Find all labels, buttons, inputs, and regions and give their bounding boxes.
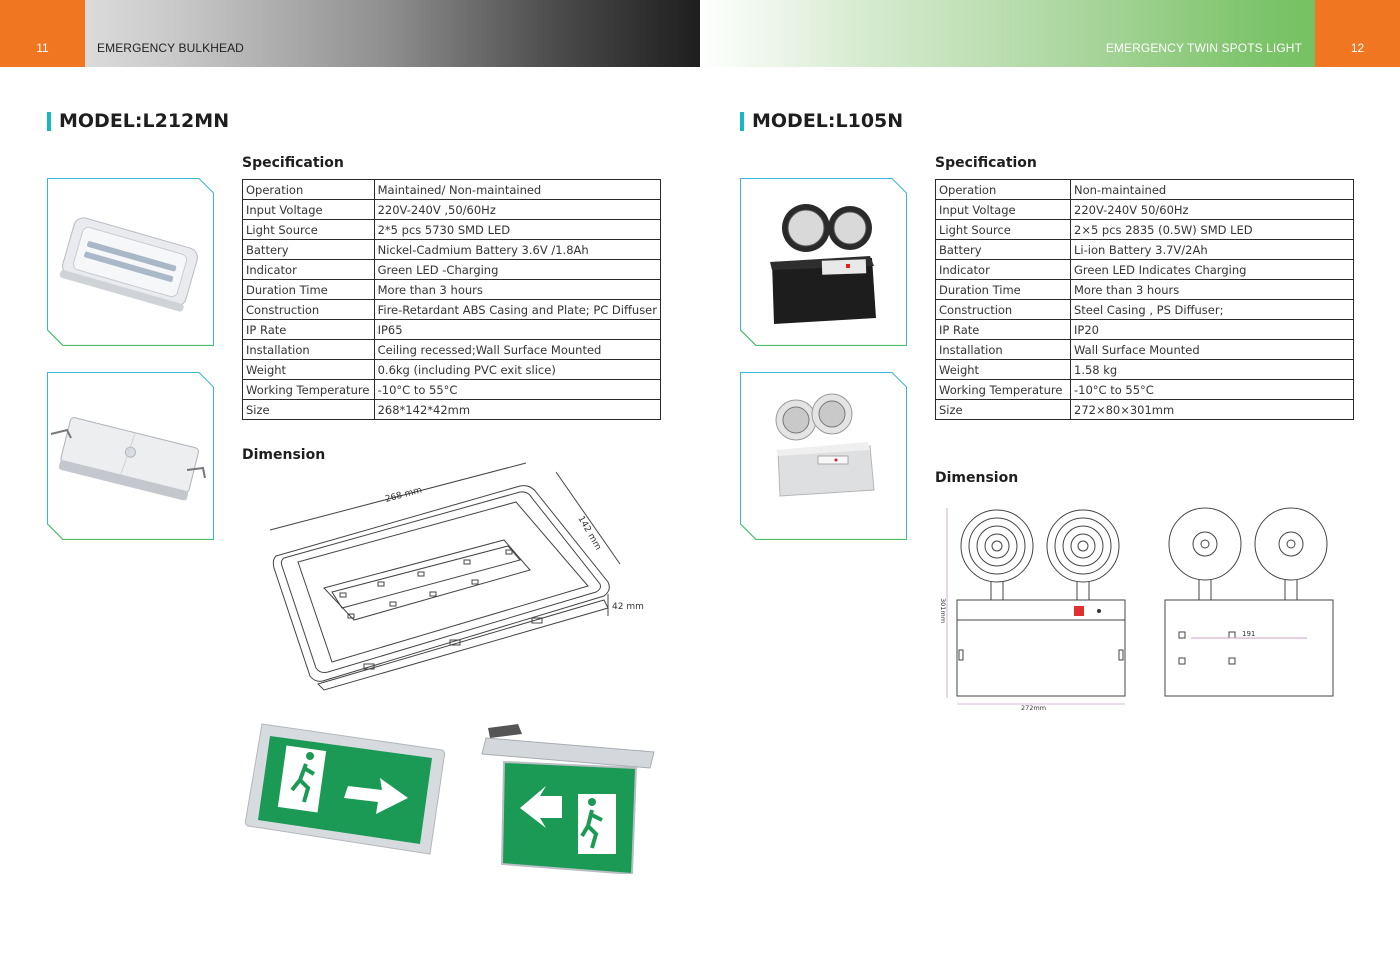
spec-key: Working Temperature — [243, 380, 375, 400]
spec-row — [936, 320, 1354, 340]
spec-value: Steel Casing , PS Diffuser; — [1071, 300, 1354, 320]
left-spec-table — [242, 179, 661, 420]
spec-row — [936, 220, 1354, 240]
spec-key: Input Voltage — [936, 200, 1071, 220]
spec-key: Size — [936, 400, 1071, 420]
spec-row — [243, 300, 661, 320]
running-man-icon — [578, 794, 616, 854]
spec-value: 0.6kg (including PVC exit slice) — [374, 360, 660, 380]
dim-width-label: 272mm — [1021, 704, 1047, 712]
spec-value: Nickel-Cadmium Battery 3.6V /1.8Ah — [374, 240, 660, 260]
spec-value: 220V-240V 50/60Hz — [1071, 200, 1354, 220]
spec-row — [936, 340, 1354, 360]
spec-key: Working Temperature — [936, 380, 1071, 400]
spec-key: Indicator — [936, 260, 1071, 280]
left-spec-title: Specification — [242, 155, 344, 171]
spec-row — [243, 200, 661, 220]
heading-accent-bar — [740, 112, 744, 131]
dim-height-label: 42 mm — [612, 602, 644, 612]
spec-row — [936, 400, 1354, 420]
spec-row — [936, 300, 1354, 320]
spec-key: Light Source — [936, 220, 1071, 240]
spec-key: Duration Time — [243, 280, 375, 300]
spec-value: Non-maintained — [1071, 180, 1354, 200]
heading-accent-bar — [47, 112, 51, 131]
spec-key: Size — [243, 400, 375, 420]
spec-row — [243, 400, 661, 420]
left-model-name: MODEL:L212MN — [59, 110, 230, 132]
right-spec-title: Specification — [935, 155, 1037, 171]
spec-row — [243, 240, 661, 260]
spec-value: Fire-Retardant ABS Casing and Plate; PC Diffuser — [374, 300, 660, 320]
right-model-name: MODEL:L105N — [752, 110, 904, 132]
bulkhead-photo-back — [47, 372, 214, 540]
left-header-bar — [0, 0, 700, 67]
spec-row — [243, 360, 661, 380]
spec-key: Construction — [243, 300, 375, 320]
spec-value: -10°C to 55°C — [1071, 380, 1354, 400]
spec-value: IP65 — [374, 320, 660, 340]
bulkhead-photo-front — [47, 178, 214, 346]
spec-value: -10°C to 55°C — [374, 380, 660, 400]
spec-value: Wall Surface Mounted — [1071, 340, 1354, 360]
left-header-title: EMERGENCY BULKHEAD — [97, 41, 244, 55]
spec-row — [936, 240, 1354, 260]
spec-key: Indicator — [243, 260, 375, 280]
spec-key: IP Rate — [243, 320, 375, 340]
spec-row — [243, 260, 661, 280]
right-header-bar — [700, 0, 1400, 67]
exit-sign-photo-left-arrow — [478, 724, 658, 874]
spec-row — [243, 180, 661, 200]
spec-key: Operation — [243, 180, 375, 200]
right-header-title: EMERGENCY TWIN SPOTS LIGHT — [1105, 41, 1302, 55]
spec-row — [936, 380, 1354, 400]
spec-row — [243, 280, 661, 300]
spec-key: Light Source — [243, 220, 375, 240]
spec-value: 272×80×301mm — [1071, 400, 1354, 420]
spec-key: Weight — [243, 360, 375, 380]
left-dimension-title: Dimension — [242, 447, 326, 463]
dim-spacing-label: 191 — [1242, 630, 1256, 638]
spec-row — [936, 200, 1354, 220]
spec-value: 268*142*42mm — [374, 400, 660, 420]
spec-key: IP Rate — [936, 320, 1071, 340]
spec-value: 1.58 kg — [1071, 360, 1354, 380]
right-model-heading — [740, 110, 903, 132]
dim-height-label: 301mm — [939, 598, 947, 624]
spec-key: Installation — [243, 340, 375, 360]
spec-value: Green LED -Charging — [374, 260, 660, 280]
dim-width-label: 142 mm — [575, 514, 603, 553]
spec-row — [243, 380, 661, 400]
spec-value: More than 3 hours — [374, 280, 660, 300]
spec-key: Battery — [936, 240, 1071, 260]
spec-row — [936, 260, 1354, 280]
twin-spot-dimension-drawing — [935, 500, 1340, 715]
spec-key: Input Voltage — [243, 200, 375, 220]
spec-row — [243, 220, 661, 240]
spec-value: Green LED Indicates Charging — [1071, 260, 1354, 280]
spec-row — [243, 340, 661, 360]
right-dimension-title: Dimension — [935, 470, 1019, 486]
spec-value: Ceiling recessed;Wall Surface Mounted — [374, 340, 660, 360]
spec-key: Weight — [936, 360, 1071, 380]
spec-value: 2*5 pcs 5730 SMD LED — [374, 220, 660, 240]
twin-spot-photo-black — [740, 178, 907, 346]
spec-key: Construction — [936, 300, 1071, 320]
spec-value: Li-ion Battery 3.7V/2Ah — [1071, 240, 1354, 260]
spec-value: 2×5 pcs 2835 (0.5W) SMD LED — [1071, 220, 1354, 240]
spec-row — [936, 180, 1354, 200]
spec-row — [936, 280, 1354, 300]
twin-spot-photo-white — [740, 372, 907, 540]
spec-row — [936, 360, 1354, 380]
left-model-heading — [47, 110, 229, 132]
spec-key: Duration Time — [936, 280, 1071, 300]
spec-row — [243, 320, 661, 340]
spec-value: More than 3 hours — [1071, 280, 1354, 300]
spec-value: Maintained/ Non-maintained — [374, 180, 660, 200]
exit-sign-photo-right-arrow — [244, 722, 446, 857]
left-page-number: 11 — [0, 0, 85, 67]
spec-value: IP20 — [1071, 320, 1354, 340]
running-man-icon — [278, 746, 326, 813]
spec-key: Operation — [936, 180, 1071, 200]
bulkhead-dimension-drawing — [258, 458, 648, 698]
right-spec-table — [935, 179, 1354, 420]
spec-value: 220V-240V ,50/60Hz — [374, 200, 660, 220]
spec-key: Installation — [936, 340, 1071, 360]
dim-length-label: 268 mm — [384, 485, 424, 505]
right-page-number: 12 — [1315, 0, 1400, 67]
spec-key: Battery — [243, 240, 375, 260]
